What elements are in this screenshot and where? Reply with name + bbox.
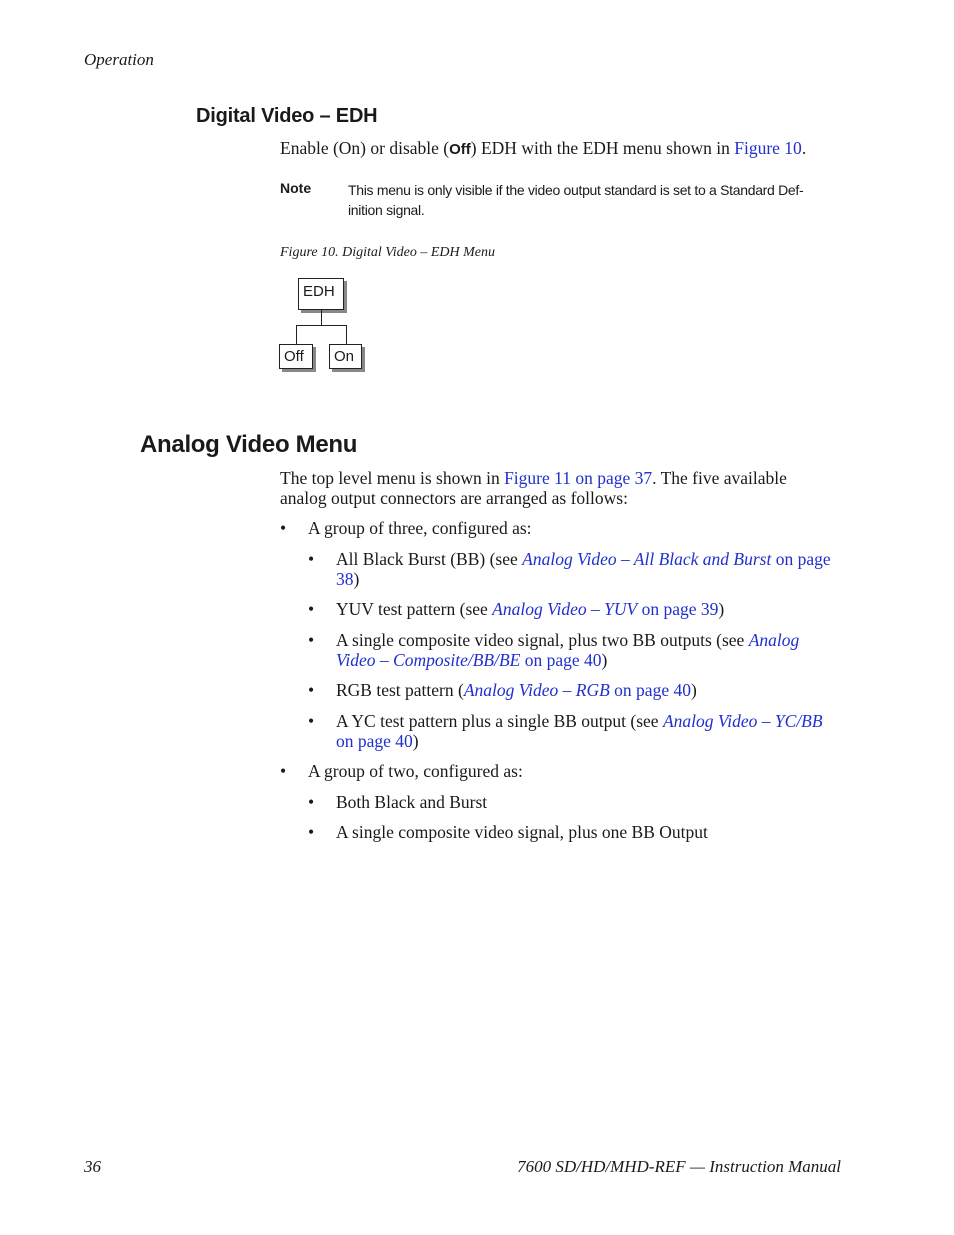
list-item bbox=[308, 822, 708, 842]
running-header: Operation bbox=[84, 50, 154, 69]
figure-10-link[interactable]: Figure 10 bbox=[734, 138, 802, 158]
bullet-icon: • bbox=[280, 761, 287, 781]
bullet-icon: • bbox=[308, 822, 315, 842]
analog-intro-paragraph bbox=[280, 468, 830, 508]
composite-text: A single composite video signal, plus two BB outputs (see bbox=[336, 630, 749, 650]
figure-11-link[interactable]: Figure 11 on page 37 bbox=[504, 468, 653, 488]
page-40-link[interactable]: on page 40 bbox=[336, 731, 413, 751]
bullet-icon: • bbox=[308, 549, 315, 569]
black-and-burst-text: Both Black and Burst bbox=[336, 792, 488, 812]
yc-bb-link[interactable]: Analog Video – YC/BB bbox=[662, 711, 823, 731]
edh-text-1: Enable (On) or disable ( bbox=[280, 138, 450, 158]
list-item bbox=[280, 761, 523, 781]
bullet-icon: • bbox=[308, 792, 315, 812]
bb-text-end: ) bbox=[353, 569, 360, 589]
intro-text-2: . The five available analog output connectors are arranged as follows: bbox=[280, 468, 787, 508]
tree-connector-vertical bbox=[321, 310, 322, 325]
bullet-icon: • bbox=[308, 711, 315, 731]
section-heading-edh: Digital Video – EDH bbox=[196, 105, 378, 127]
page-number: 36 bbox=[84, 1157, 101, 1176]
list-item bbox=[308, 680, 836, 700]
yc-text-end: ) bbox=[412, 731, 419, 751]
rgb-text: RGB test pattern ( bbox=[336, 680, 464, 700]
off-keyword: Off bbox=[449, 141, 471, 158]
manual-title: 7600 SD/HD/MHD-REF — Instruction Manual bbox=[517, 1157, 841, 1176]
on-menu-box: On bbox=[329, 344, 362, 369]
bullet-icon: • bbox=[280, 518, 287, 538]
yuv-link[interactable]: Analog Video – YUV bbox=[492, 599, 638, 619]
list-item bbox=[308, 630, 836, 670]
list-item bbox=[308, 549, 836, 589]
composite-link[interactable]: Analog Video – Composite/BB/BE bbox=[336, 630, 800, 670]
group-two-text: A group of two, configured as: bbox=[308, 761, 523, 781]
rgb-link[interactable]: Analog Video – RGB bbox=[463, 680, 610, 700]
list-item bbox=[308, 599, 836, 619]
list-item bbox=[308, 711, 841, 751]
bullet-icon: • bbox=[308, 680, 315, 700]
edh-paragraph bbox=[280, 138, 806, 160]
edh-text-3: . bbox=[801, 138, 807, 158]
edh-menu-box: EDH bbox=[298, 278, 344, 310]
note-text: This menu is only visible if the video output standard is set to a Standard Def-inition signal. bbox=[348, 182, 804, 218]
group-three-text: A group of three, configured as: bbox=[308, 518, 532, 538]
tree-connector-left bbox=[296, 325, 297, 344]
yc-text: A YC test pattern plus a single BB output (see bbox=[336, 711, 663, 731]
bullet-icon: • bbox=[308, 630, 315, 650]
figure-caption: Figure 10. Digital Video – EDH Menu bbox=[280, 245, 496, 260]
page-40-link[interactable]: on page 40 bbox=[609, 680, 691, 700]
yuv-text: YUV test pattern (see bbox=[336, 599, 493, 619]
edh-text-2: ) EDH with the EDH menu shown in bbox=[470, 138, 735, 158]
tree-connector-right bbox=[346, 325, 347, 344]
bb-text: All Black Burst (BB) (see bbox=[336, 549, 523, 569]
off-menu-box: Off bbox=[279, 344, 313, 369]
intro-text-1: The top level menu is shown in bbox=[280, 468, 505, 488]
list-item bbox=[308, 792, 488, 812]
page-39-link[interactable]: on page 39 bbox=[637, 599, 719, 619]
section-heading-analog: Analog Video Menu bbox=[140, 431, 358, 458]
tree-connector-horizontal bbox=[296, 325, 347, 326]
composite-one-bb-text: A single composite video signal, plus one BB Output bbox=[336, 822, 708, 842]
page-40-link[interactable]: on page 40 bbox=[520, 650, 602, 670]
all-black-burst-link[interactable]: Analog Video – All Black and Burst bbox=[522, 549, 772, 569]
note-label: Note bbox=[280, 180, 312, 196]
rgb-text-end: ) bbox=[690, 680, 697, 700]
yuv-text-end: ) bbox=[718, 599, 725, 619]
list-item bbox=[280, 518, 532, 538]
bullet-icon: • bbox=[308, 599, 315, 619]
composite-text-end: ) bbox=[601, 650, 608, 670]
page-38-link[interactable]: on page 38 bbox=[336, 549, 831, 589]
